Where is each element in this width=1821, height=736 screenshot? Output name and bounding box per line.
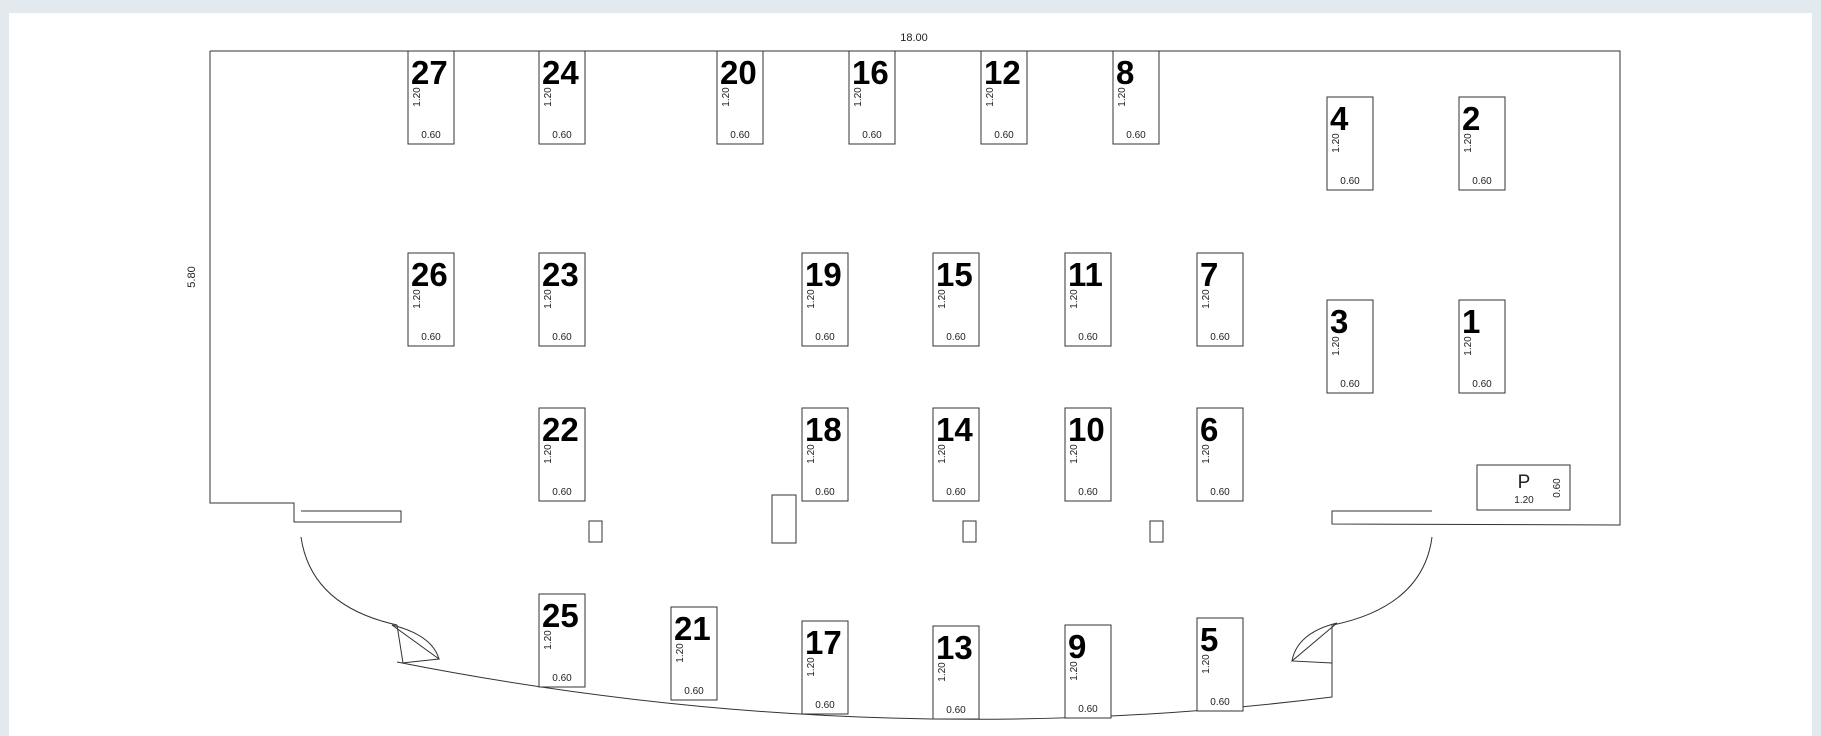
desk-length-label: 1.20 (1331, 133, 1342, 153)
desk-length-label: 1.20 (937, 662, 948, 682)
desk-width-label: 0.60 (684, 686, 704, 697)
desk-12[interactable] (981, 51, 1027, 144)
desk-width-label: 0.60 (1126, 130, 1146, 141)
desk-number: 23 (542, 256, 579, 293)
desk-width-label: 0.60 (552, 130, 572, 141)
desk-number: 11 (1068, 256, 1103, 293)
desk-width-label: 0.60 (1340, 176, 1360, 187)
desk-width-label: 0.60 (1078, 487, 1098, 498)
desk-length-label: 1.20 (543, 630, 554, 650)
desk-1[interactable] (1459, 300, 1505, 393)
desk-number: 4 (1330, 100, 1349, 137)
desk-length-label: 1.20 (412, 289, 423, 309)
desk-length-label: 1.20 (853, 87, 864, 107)
desk-16[interactable] (849, 51, 895, 144)
desk-length-label: 1.20 (543, 444, 554, 464)
desk-length-label: 1.20 (1069, 661, 1080, 681)
desk-length-label: 1.20 (543, 289, 554, 309)
desk-number: 26 (411, 256, 448, 293)
desk-length-label: 1.20 (1201, 654, 1212, 674)
desk-width-label: 0.60 (421, 130, 441, 141)
desk-width-label: 0.60 (421, 332, 441, 343)
desk-26[interactable] (408, 253, 454, 346)
presenter-desk[interactable] (1477, 465, 1570, 510)
desk-11[interactable] (1065, 253, 1111, 346)
desk-length-label: 1.20 (1069, 289, 1080, 309)
desk-27[interactable] (408, 51, 454, 144)
desk-number: 7 (1200, 256, 1219, 293)
desk-width-label: 0.60 (1472, 379, 1492, 390)
desk-width-label: 0.60 (1210, 487, 1230, 498)
presenter-desk-label: P (1517, 472, 1531, 493)
desk-width-label: 0.60 (946, 487, 966, 498)
desk-6[interactable] (1197, 408, 1243, 501)
desk-width-label: 0.60 (1078, 704, 1098, 715)
desk-length-label: 1.20 (1069, 444, 1080, 464)
desk-length-label: 1.20 (1331, 336, 1342, 356)
desk-number: 16 (852, 54, 889, 91)
desk-length-label: 1.20 (675, 643, 686, 663)
desk-length-label: 1.20 (806, 444, 817, 464)
desk-18[interactable] (802, 408, 848, 501)
desk-width-label: 0.60 (552, 673, 572, 684)
floor-plan-canvas (9, 13, 1812, 736)
room-height-label: 5.80 (186, 266, 198, 288)
desk-9[interactable] (1065, 625, 1111, 718)
desk-19[interactable] (802, 253, 848, 346)
desk-25[interactable] (539, 594, 585, 687)
desk-length-label: 1.20 (1201, 289, 1212, 309)
desk-number: 14 (936, 411, 973, 448)
desk-width-label: 0.60 (1078, 332, 1098, 343)
presenter-desk-width: 0.60 (1552, 478, 1563, 498)
desk-width-label: 0.60 (815, 487, 835, 498)
desk-3[interactable] (1327, 300, 1373, 393)
desk-width-label: 0.60 (815, 332, 835, 343)
desk-number: 19 (805, 256, 842, 293)
desk-13[interactable] (933, 626, 979, 719)
desk-21[interactable] (671, 607, 717, 700)
desk-width-label: 0.60 (862, 130, 882, 141)
desk-number: 2 (1462, 100, 1481, 137)
cabinet (772, 495, 796, 543)
desk-14[interactable] (933, 408, 979, 501)
right-door (1292, 623, 1337, 663)
desk-width-label: 0.60 (1340, 379, 1360, 390)
desk-number: 25 (542, 597, 579, 634)
desk-number: 20 (720, 54, 757, 91)
desk-length-label: 1.20 (543, 87, 554, 107)
desk-4[interactable] (1327, 97, 1373, 190)
desks-layer (408, 51, 1505, 719)
desk-width-label: 0.60 (552, 332, 572, 343)
desk-2[interactable] (1459, 97, 1505, 190)
desk-length-label: 1.20 (1463, 133, 1474, 153)
desk-width-label: 0.60 (994, 130, 1014, 141)
desk-number: 10 (1068, 411, 1105, 448)
desk-number: 24 (542, 54, 579, 91)
desk-length-label: 1.20 (1201, 444, 1212, 464)
classroom-floor-plan (9, 13, 1812, 736)
desk-20[interactable] (717, 51, 763, 144)
desk-width-label: 0.60 (730, 130, 750, 141)
desk-8[interactable] (1113, 51, 1159, 144)
desk-15[interactable] (933, 253, 979, 346)
desk-10[interactable] (1065, 408, 1111, 501)
desk-number: 6 (1200, 411, 1219, 448)
desk-length-label: 1.20 (985, 87, 996, 107)
left-door (392, 625, 439, 663)
desk-length-label: 1.20 (806, 289, 817, 309)
desk-width-label: 0.60 (946, 705, 966, 716)
desk-number: 12 (984, 54, 1021, 91)
desk-number: 15 (936, 256, 973, 293)
desk-number: 1 (1462, 303, 1481, 340)
desk-7[interactable] (1197, 253, 1243, 346)
desk-number: 13 (936, 629, 973, 666)
desk-number: 18 (805, 411, 842, 448)
desk-width-label: 0.60 (552, 487, 572, 498)
desk-number: 3 (1330, 303, 1349, 340)
desk-number: 22 (542, 411, 579, 448)
desk-number: 8 (1116, 54, 1135, 91)
desk-width-label: 0.60 (946, 332, 966, 343)
desk-5[interactable] (1197, 618, 1243, 711)
desk-length-label: 1.20 (1463, 336, 1474, 356)
pillar (963, 521, 976, 542)
desk-width-label: 0.60 (1472, 176, 1492, 187)
desk-width-label: 0.60 (1210, 697, 1230, 708)
desk-width-label: 0.60 (815, 700, 835, 711)
desk-22[interactable] (539, 408, 585, 501)
presenter-desk-length: 1.20 (1514, 495, 1534, 506)
desk-width-label: 0.60 (1210, 332, 1230, 343)
desk-length-label: 1.20 (937, 444, 948, 464)
desk-length-label: 1.20 (937, 289, 948, 309)
desk-23[interactable] (539, 253, 585, 346)
desk-number: 5 (1200, 621, 1219, 658)
desk-length-label: 1.20 (806, 657, 817, 677)
desk-24[interactable] (539, 51, 585, 144)
desk-number: 17 (805, 624, 842, 661)
desk-number: 27 (411, 54, 448, 91)
desk-length-label: 1.20 (412, 87, 423, 107)
desk-number: 9 (1068, 628, 1087, 665)
bottom-curved-wall (301, 537, 1432, 719)
desk-length-label: 1.20 (1117, 87, 1128, 107)
desk-number: 21 (674, 610, 711, 647)
desk-length-label: 1.20 (721, 87, 732, 107)
room-width-label: 18.00 (900, 32, 928, 44)
pillar (589, 521, 602, 542)
desk-17[interactable] (802, 621, 848, 714)
pillar (1150, 521, 1163, 542)
